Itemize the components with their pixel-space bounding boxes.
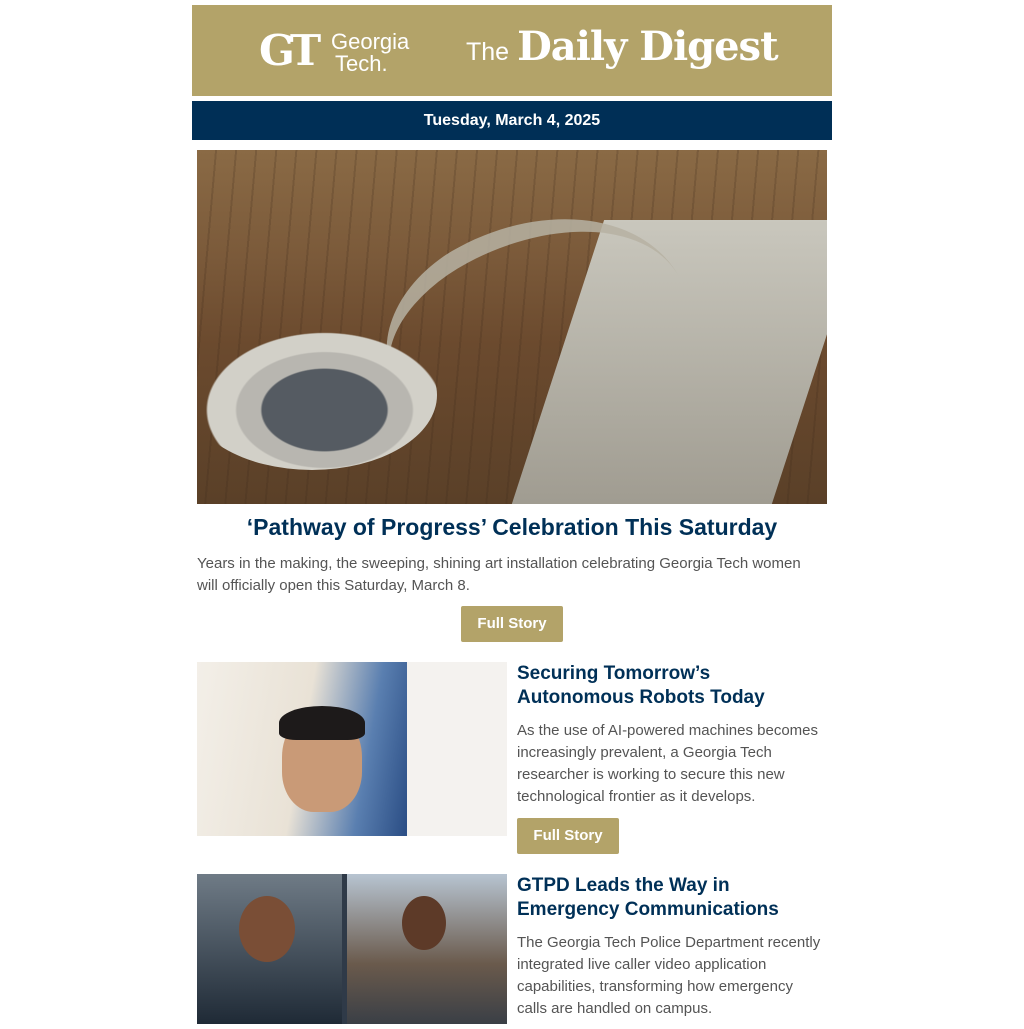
story-headline[interactable]: Securing Tomorrow’s Autonomous Robots Today: [517, 663, 765, 708]
story-full-story-button[interactable]: Full Story: [517, 818, 619, 854]
hero-full-story-button[interactable]: Full Story: [461, 606, 563, 642]
newsletter-title: [466, 23, 778, 70]
story-image-person-right: [402, 896, 446, 950]
title-main: Daily Digest: [517, 23, 778, 70]
logo-line-1: Georgia: [331, 29, 410, 54]
masthead: [192, 5, 832, 96]
georgia-tech-logo[interactable]: [259, 26, 415, 77]
story-card: [197, 662, 827, 862]
gt-logo-mark: GT: [259, 26, 317, 75]
title-prefix: The: [466, 38, 510, 66]
story-headline[interactable]: GTPD Leads the Way in Emergency Communications: [517, 875, 779, 920]
story-summary: The Georgia Tech Police Department recently integrated live caller video application capabilities, transforming how emergency calls are handled on campus.: [517, 934, 821, 1017]
story-image-whiteboard: [407, 662, 507, 836]
hero-summary: Years in the making, the sweeping, shining art installation celebrating Georgia Tech women will officially open this Saturday, March 8.: [197, 555, 801, 594]
story-image-hair: [279, 706, 365, 740]
story-image[interactable]: [197, 874, 507, 1024]
email-body: [192, 5, 832, 1017]
story-image[interactable]: [197, 662, 507, 836]
hero-headline[interactable]: ‘Pathway of Progress’ Celebration This Saturday: [246, 514, 778, 540]
logo-line-2: Tech.: [335, 51, 388, 76]
gt-logo-wordmark: [331, 31, 409, 75]
hero-image[interactable]: [197, 150, 827, 504]
hero-image-seating: [197, 320, 437, 470]
date-banner: Tuesday, March 4, 2025: [192, 101, 832, 140]
story-card: [197, 874, 827, 1029]
story-image-person-left: [239, 896, 295, 962]
story-summary: As the use of AI-powered machines becomes increasingly prevalent, a Georgia Tech researcher is working to secure this new technological frontier as it develops.: [517, 722, 818, 805]
